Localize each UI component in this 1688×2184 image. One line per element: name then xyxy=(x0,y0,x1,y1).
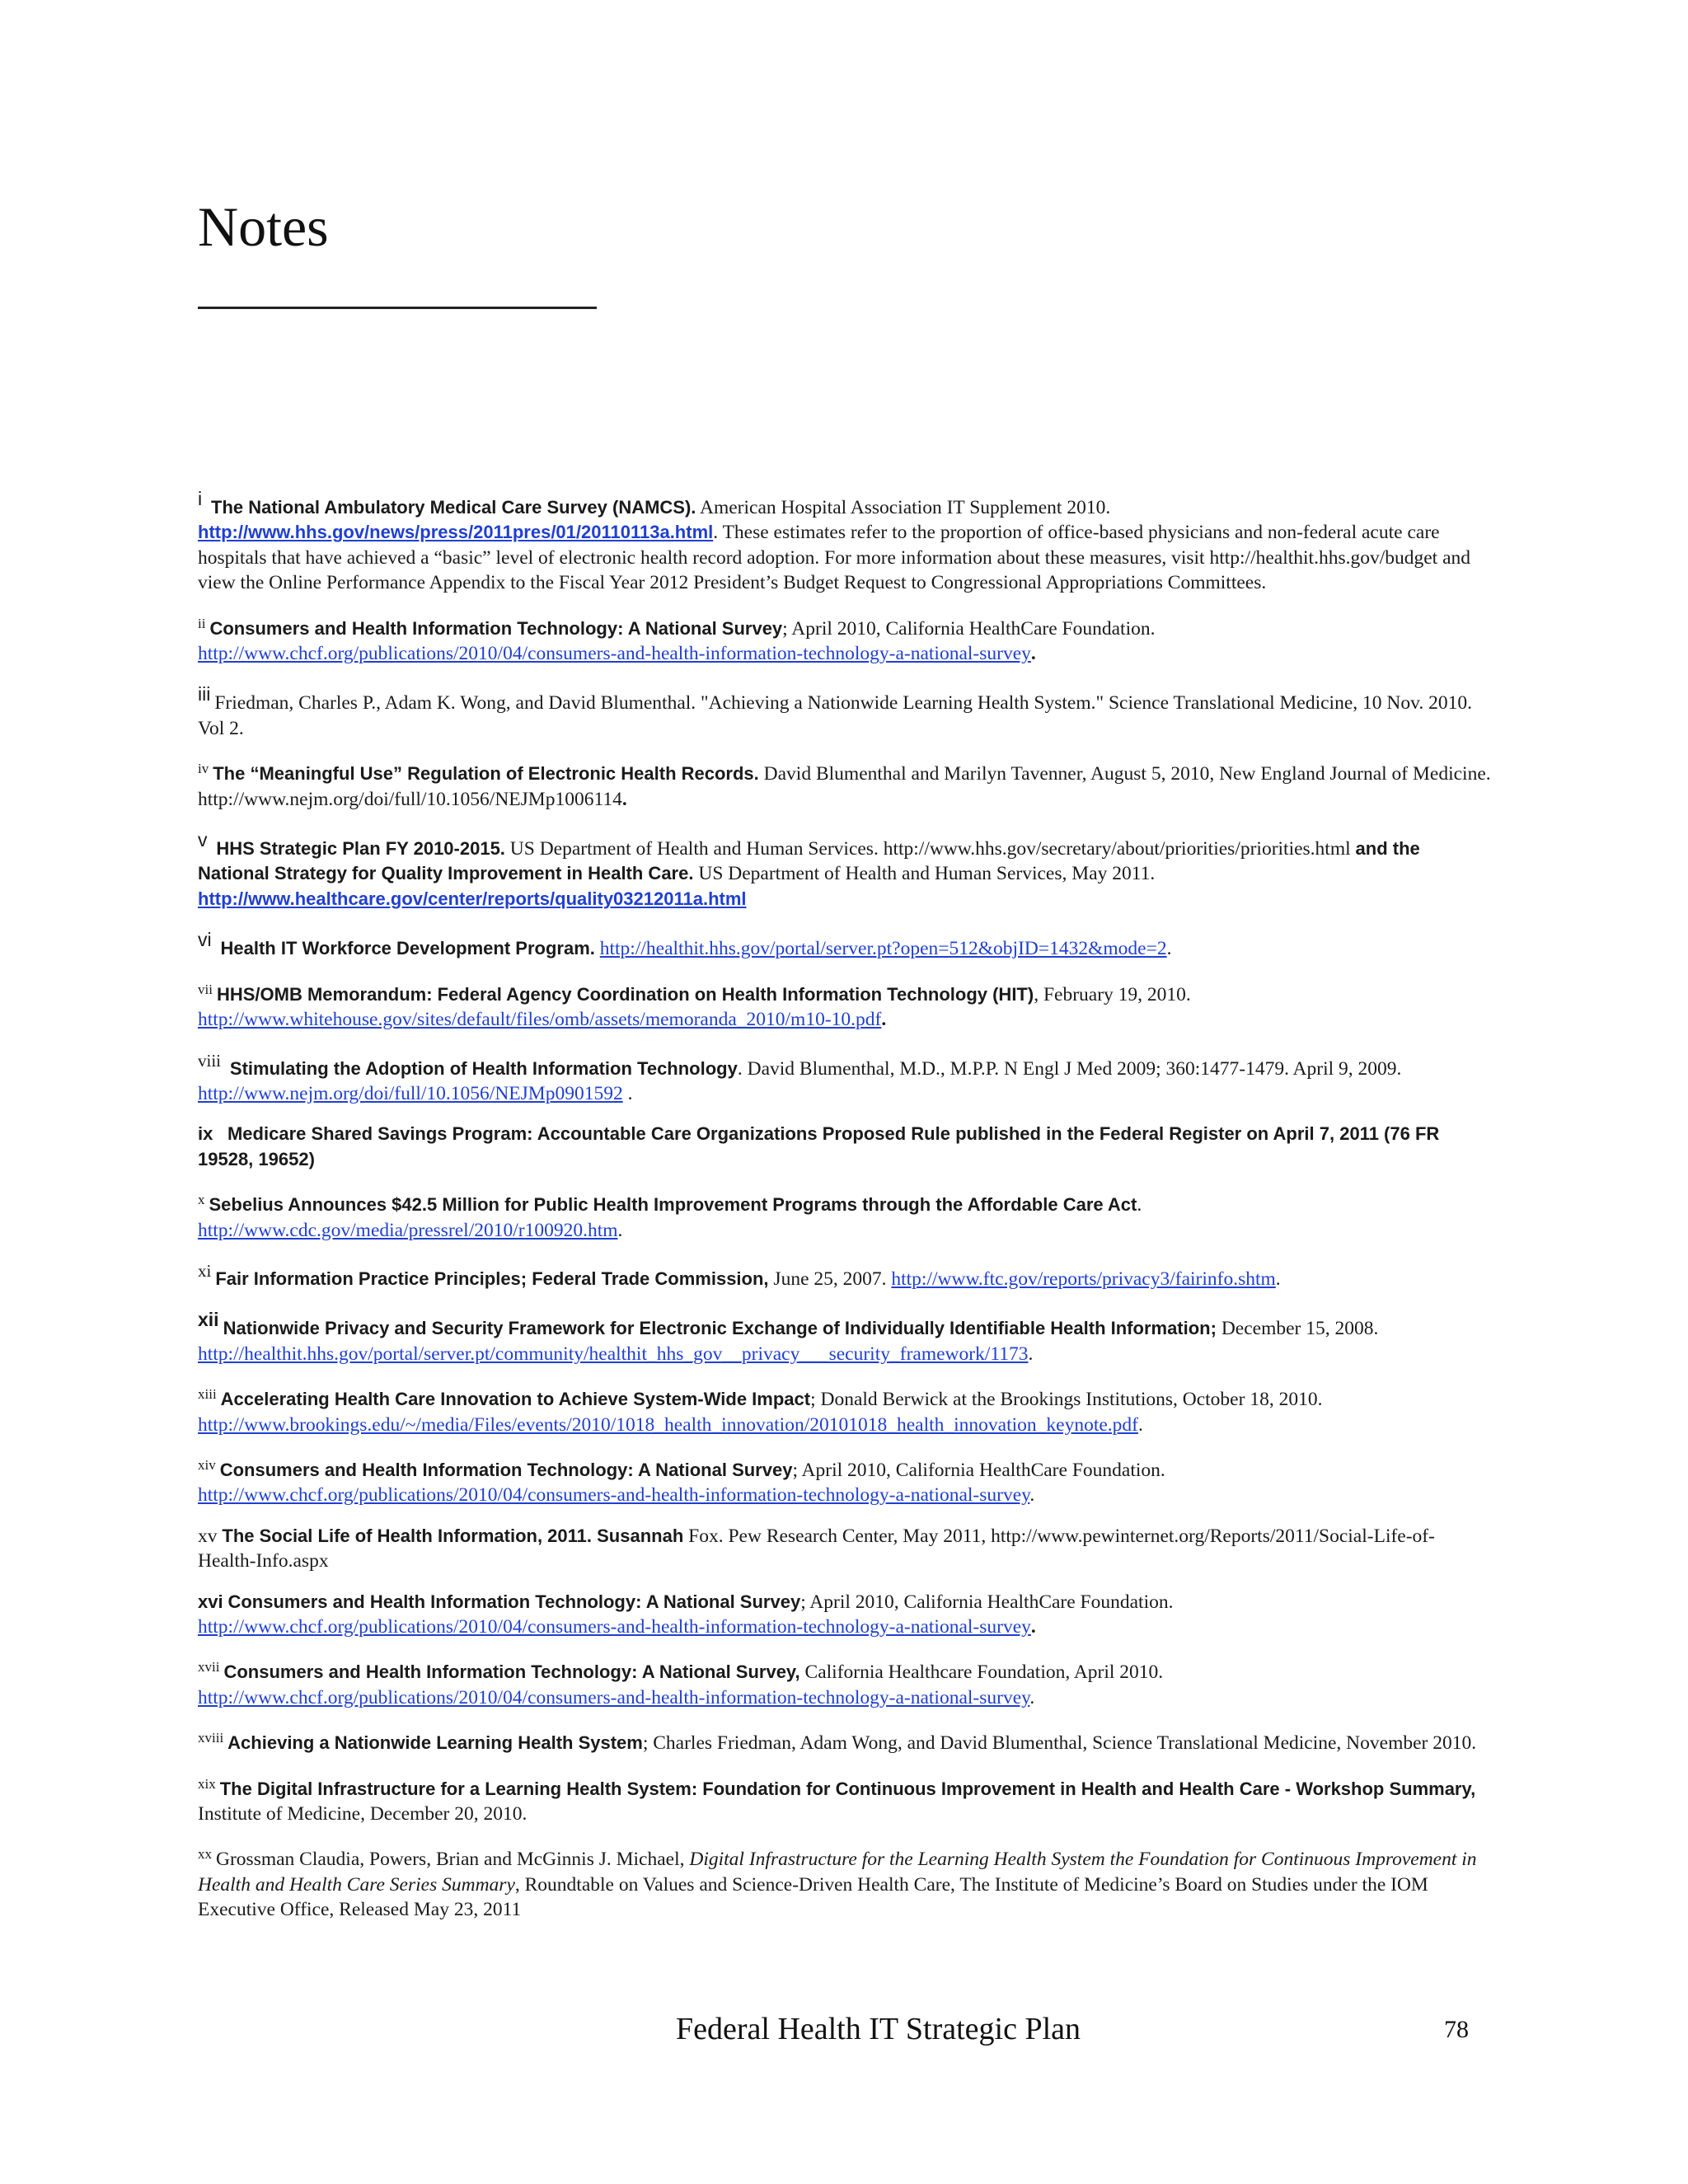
endnote-text: . xyxy=(621,788,627,810)
endnote-marker: i xyxy=(198,488,203,509)
page-footer xyxy=(0,2011,1688,2060)
endnote-x xyxy=(198,1188,1492,1243)
endnote-link[interactable]: http://www.whitehouse.gov/sites/default/files/omb/assets/memoranda_2010/m10-10.pdf xyxy=(198,1009,882,1031)
endnote-title: HHS Strategic Plan FY 2010-2015. xyxy=(216,838,505,860)
endnote-marker: xii xyxy=(198,1309,219,1331)
endnote-link[interactable]: http://www.chcf.org/publications/2010/04/consumers-and-health-information-technology-a-national-survey xyxy=(198,1616,1031,1638)
endnote-link[interactable]: http://www.cdc.gov/media/pressrel/2010/r100920.htm xyxy=(198,1219,618,1241)
title-underline xyxy=(198,307,597,309)
endnote-iv xyxy=(198,757,1492,812)
endnote-v xyxy=(198,827,1492,912)
endnote-title: The “Meaningful Use” Regulation of Electronic Health Records. xyxy=(213,763,759,785)
endnote-xiv xyxy=(198,1453,1492,1508)
endnote-title: Sebelius Announces $42.5 Million for Public Health Improvement Programs through the Affordable Care Act xyxy=(209,1194,1137,1216)
endnote-marker: v xyxy=(198,829,208,851)
endnote-text: American Hospital Association IT Supplement 2010. xyxy=(696,497,1111,518)
endnote-text: . xyxy=(617,1219,623,1241)
endnote-marker: xi xyxy=(198,1260,212,1281)
endnote-title: HHS/OMB Memorandum: Federal Agency Coordination on Health Information Technology (HIT) xyxy=(216,983,1034,1005)
endnote-text: David Blumenthal and Marilyn Tavenner, August 5, 2010, New England Journal of Medicine. http://www.nejm.org/doi/full/10.1056/NEJMp1006114 xyxy=(198,763,1491,810)
endnote-ii xyxy=(198,612,1492,667)
endnote-italic-title: Digital Infrastructure for the Learning Health System the Foundation for Continuous Improvement in Health and Health Care Series Summary xyxy=(198,1849,1477,1896)
endnote-title: Nationwide Privacy and Security Framework for Electronic Exchange of Individually Identifiable Health Information; xyxy=(223,1318,1217,1339)
endnote-marker: ix xyxy=(198,1123,213,1145)
endnote-title: Consumers and Health Information Technology: A National Survey xyxy=(227,1591,801,1612)
endnote-link[interactable]: http://www.chcf.org/publications/2010/04/consumers-and-health-information-technology-a-national-survey xyxy=(198,1686,1030,1708)
endnote-text: US Department of Health and Human Services. http://www.hhs.gov/secretary/about/priorities/priorities.html xyxy=(504,838,1356,860)
endnote-i xyxy=(198,486,1492,596)
endnote-title: Health IT Workforce Development Program. xyxy=(220,938,595,959)
endnote-xi xyxy=(198,1258,1492,1291)
endnote-text: . xyxy=(1030,1616,1036,1638)
endnote-title: Achieving a Nationwide Learning Health System xyxy=(227,1732,643,1754)
endnote-text: Grossman Claudia, Powers, Brian and McGinnis J. Michael, xyxy=(216,1849,690,1871)
endnote-title: Consumers and Health Information Technology: A National Survey xyxy=(219,1459,793,1480)
endnote-marker: xvi xyxy=(198,1591,223,1612)
endnote-title: The Digital Infrastructure for a Learning Health System: Foundation for Continuous Improvement in Health and Health Care - Workshop Summary, xyxy=(219,1778,1476,1799)
endnote-marker: x xyxy=(198,1192,205,1208)
endnote-text: ; April 2010, California HealthCare Foundation. xyxy=(800,1591,1174,1613)
endnote-title: The Social Life of Health Information, 2011. Susannah xyxy=(222,1525,684,1546)
endnote-marker: viii xyxy=(198,1050,222,1071)
endnote-marker: xix xyxy=(198,1775,216,1792)
endnote-text: ; April 2010, California HealthCare Foundation. xyxy=(792,1459,1165,1481)
footer-title: Federal Health IT Strategic Plan xyxy=(676,2012,1081,2046)
endnote-text: . David Blumenthal, M.D., M.P.P. N Engl J Med 2009; 360:1477-1479. April 9, 2009. xyxy=(737,1057,1402,1080)
endnote-marker: xiv xyxy=(198,1456,216,1473)
endnote-text: Institute of Medicine, December 20, 2010. xyxy=(198,1803,528,1825)
endnote-text: . xyxy=(1029,1484,1035,1507)
endnote-text: . xyxy=(1137,1194,1142,1216)
endnote-xx xyxy=(198,1842,1492,1922)
endnote-text: . These estimates refer to the proportion of office-based physicians and non-federal acute care hospitals that have achieved a “basic” level of electronic health record adoption. For more information about these measures, visit http://healthit.hhs.gov/budget and view the Online Performance Appendix to the Fiscal Year 2012 President’s Budget Request to Congressional Appropriations Committees. xyxy=(198,522,1471,594)
endnote-title: Consumers and Health Information Technology: A National Survey xyxy=(209,617,783,639)
endnote-link[interactable]: http://www.brookings.edu/~/media/Files/events/2010/1018_health_innovation/20101018_health_innovation_keynote.pdf xyxy=(198,1413,1139,1436)
endnote-xiii xyxy=(198,1382,1492,1437)
endnote-text: June 25, 2007. xyxy=(768,1268,892,1290)
endnote-marker: xx xyxy=(198,1846,212,1863)
endnote-link[interactable]: http://www.nejm.org/doi/full/10.1056/NEJMp0901592 xyxy=(198,1082,623,1104)
endnote-text: . xyxy=(1275,1268,1281,1290)
endnote-link[interactable]: http://www.chcf.org/publications/2010/04/consumers-and-health-information-technology-a-national-survey xyxy=(198,643,1031,665)
endnote-text: . xyxy=(881,1009,887,1031)
endnote-title: Accelerating Health Care Innovation to Achieve System-Wide Impact xyxy=(220,1389,811,1410)
endnote-title: Medicare Shared Savings Program: Accountable Care Organizations Proposed Rule published in the Federal Register on April 7, 2011 (76 FR 19528, 19652) xyxy=(198,1123,1440,1169)
endnote-marker: xv xyxy=(198,1525,218,1547)
endnote-text: . xyxy=(1028,1343,1034,1365)
endnote-vii xyxy=(198,977,1492,1033)
endnote-text: . xyxy=(1029,1686,1035,1708)
endnote-link[interactable]: http://www.chcf.org/publications/2010/04/consumers-and-health-information-technology-a-national-survey xyxy=(198,1484,1030,1507)
endnote-ix xyxy=(198,1122,1492,1172)
endnote-marker: iii xyxy=(198,683,211,705)
endnote-xix xyxy=(198,1772,1492,1827)
endnote-text: California Healthcare Foundation, April 2010. xyxy=(799,1661,1164,1684)
endnote-marker: vi xyxy=(198,929,212,951)
endnote-link[interactable]: http://www.hhs.gov/news/press/2011pres/01/20110113a.html xyxy=(198,522,714,543)
endnotes-list xyxy=(198,486,1492,1938)
page-title: Notes xyxy=(198,195,329,258)
endnote-xii xyxy=(198,1307,1492,1366)
endnote-xviii xyxy=(198,1726,1492,1755)
endnote-marker: vii xyxy=(198,981,213,997)
endnote-xv xyxy=(198,1524,1492,1574)
endnote-link[interactable]: http://healthit.hhs.gov/portal/server.pt/community/healthit_hhs_gov__privacy___security_framework/1173 xyxy=(198,1343,1029,1365)
endnote-vi xyxy=(198,927,1492,961)
endnote-marker: xviii xyxy=(198,1730,224,1746)
endnote-marker: iv xyxy=(198,761,209,777)
endnote-marker: xiii xyxy=(198,1386,217,1403)
endnote-title: Fair Information Practice Principles; Federal Trade Commission, xyxy=(215,1268,769,1289)
endnote-text: ; Donald Berwick at the Brookings Institutions, October 18, 2010. xyxy=(810,1389,1323,1411)
endnote-text: , Roundtable on Values and Science-Driven Health Care, The Institute of Medicine’s Board on Studies under the IOM Executive Office, Released May 23, 2011 xyxy=(198,1873,1428,1921)
endnote-text: ; April 2010, California HealthCare Foundation. xyxy=(782,617,1156,640)
endnote-marker: ii xyxy=(198,615,206,631)
endnote-text: , February 19, 2010. xyxy=(1034,983,1191,1005)
endnote-text: December 15, 2008. xyxy=(1216,1318,1379,1340)
endnote-text: . xyxy=(1030,643,1036,665)
endnote-text: ; Charles Friedman, Adam Wong, and David Blumenthal, Science Translational Medicine, November 2010. xyxy=(642,1732,1477,1755)
endnote-iii xyxy=(198,682,1492,741)
endnote-text: Fox. Pew Research Center, May 2011, http://www.pewinternet.org/Reports/2011/Social-Life-of-Health-Info.aspx xyxy=(198,1525,1435,1572)
endnote-text: . xyxy=(1138,1413,1143,1436)
endnote-text: . xyxy=(622,1082,633,1104)
endnote-title: Consumers and Health Information Technology: A National Survey, xyxy=(223,1661,800,1683)
endnote-marker: xvii xyxy=(198,1659,220,1675)
endnote-text: Friedman, Charles P., Adam K. Wong, and David Blumenthal. "Achieving a Nationwide Learning Health System." Science Translational Medicine, 10 Nov. 2010. Vol 2. xyxy=(198,692,1472,739)
endnote-xvi xyxy=(198,1590,1492,1640)
endnote-link[interactable]: http://www.healthcare.gov/center/reports/quality03212011a.html xyxy=(198,888,747,909)
endnote-text: US Department of Health and Human Services, May 2011. xyxy=(693,863,1156,885)
endnote-xvii xyxy=(198,1655,1492,1710)
endnote-title: Stimulating the Adoption of Health Information Technology xyxy=(229,1057,738,1079)
page-number: 78 xyxy=(1444,2016,1469,2043)
endnote-link[interactable]: http://www.ftc.gov/reports/privacy3/fairinfo.shtm xyxy=(891,1268,1276,1290)
endnote-title: The National Ambulatory Medical Care Survey (NAMCS). xyxy=(211,497,696,518)
endnote-text: . xyxy=(1166,938,1172,960)
endnote-link[interactable]: http://healthit.hhs.gov/portal/server.pt?open=512&objID=1432&mode=2 xyxy=(599,938,1167,960)
endnote-viii xyxy=(198,1048,1492,1107)
endnote-title: and the National Strategy for Quality Improvement in Health Care. xyxy=(198,838,1420,884)
